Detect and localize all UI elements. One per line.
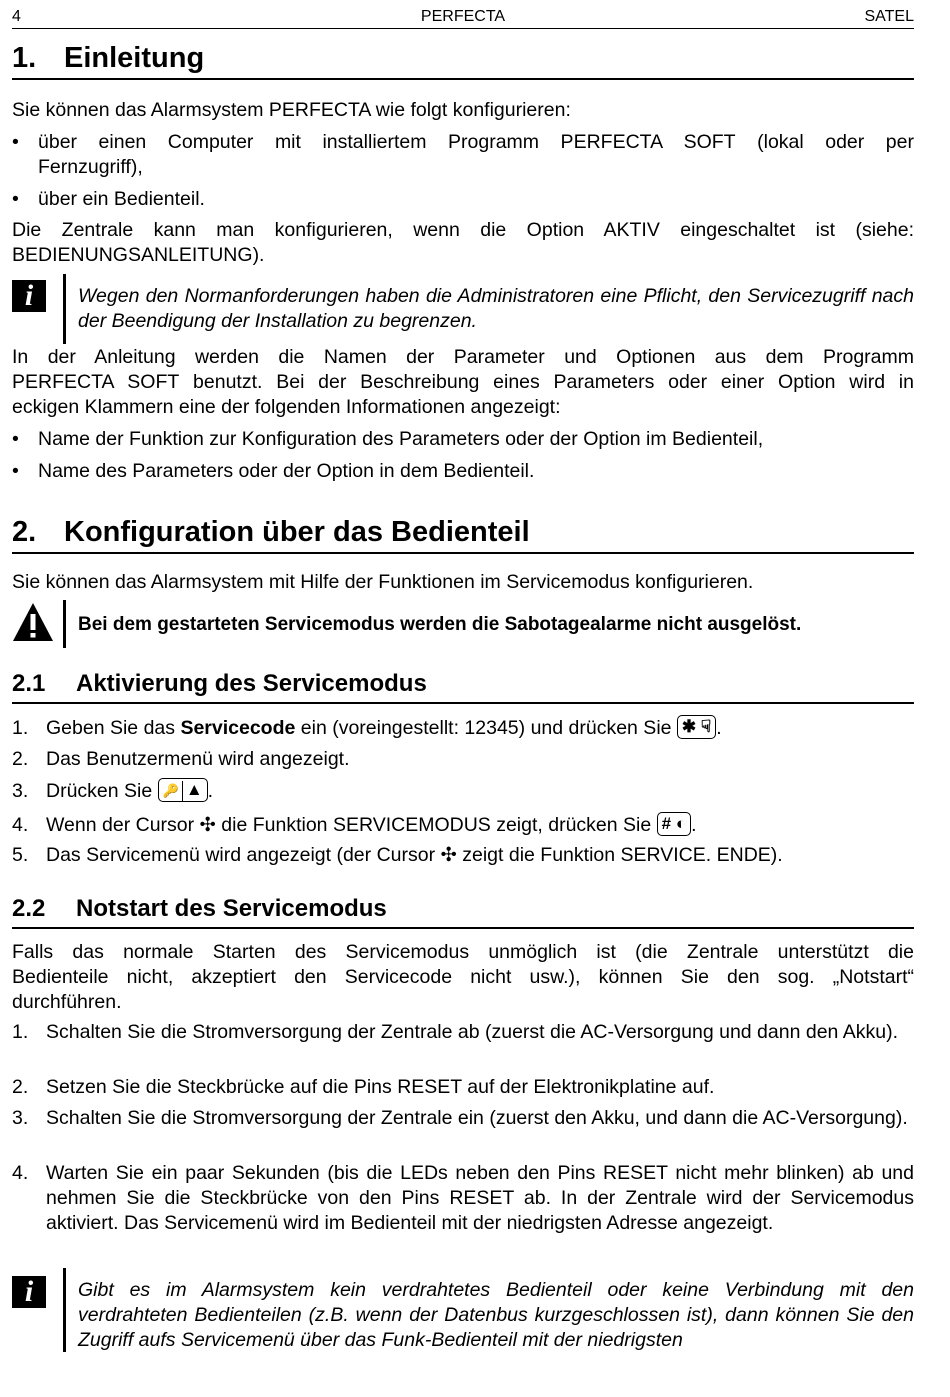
list-item-text: Name des Parameters oder der Option in dem Bedienteil.	[38, 460, 535, 482]
info-note	[12, 1268, 914, 1352]
step-number: 2.	[12, 1076, 29, 1098]
step-number: 5.	[12, 844, 29, 866]
text: eckigen Klammern eine der folgenden Informationen angezeigt:	[12, 396, 561, 418]
text: Geben Sie das	[46, 717, 181, 739]
header-product: PERFECTA	[420, 8, 506, 25]
text: B	[12, 244, 26, 266]
text: Bedienteile nicht, akzeptiert den Servicecode nicht usw.), können Sie den sog. „Notstart“	[12, 966, 914, 988]
bullet-marker: •	[12, 131, 19, 153]
text: ).	[770, 844, 783, 866]
text: ERVICEMODUS	[345, 814, 491, 836]
text: .	[207, 780, 214, 802]
text: durchführen.	[12, 991, 122, 1013]
section-title: Aktivierung des Servicemodus	[76, 670, 427, 697]
section-title: Notstart des Servicemodus	[76, 895, 387, 922]
list-item	[12, 813, 914, 838]
list-item	[12, 1106, 914, 1131]
page-number: 4	[12, 8, 21, 25]
step-number: 2.	[12, 748, 29, 770]
section-2-1-heading	[12, 670, 914, 704]
list-item	[12, 747, 914, 772]
list-item	[12, 1161, 914, 1236]
list-item	[12, 130, 914, 180]
warning-triangle-icon	[12, 602, 54, 642]
sec1-intro: Sie können das Alarmsystem PERFECTA wie folgt konfigurieren:	[12, 99, 571, 121]
warning-text: Bei dem gestarteten Servicemodus werden die Sabotagealarme nicht ausgelöst.	[78, 614, 802, 635]
text: EDIENUNGSANLEITUNG	[25, 244, 253, 266]
list-item-text: Name der Funktion zur Konfiguration des Parameters oder der Option im Bedienteil,	[38, 428, 764, 450]
list-item	[12, 779, 914, 804]
hash-key-icon: # ◐	[657, 812, 691, 836]
separator	[182, 781, 183, 801]
section-1-heading	[12, 42, 914, 80]
list-item	[12, 427, 914, 452]
sec2-intro: Sie können das Alarmsystem mit Hilfe der Funktionen im Servicemodus konfigurieren.	[12, 571, 754, 593]
text: ▲	[185, 780, 203, 800]
section-title: Konfiguration über das Bedienteil	[64, 516, 530, 548]
list-item	[12, 187, 914, 212]
list-item-text: Setzen Sie die Steckbrücke auf die Pins RESET auf der Elektronikplatine auf.	[46, 1076, 715, 1098]
sec1-option-paragraph	[12, 218, 914, 268]
info-icon: i	[12, 280, 46, 312]
text: (lokal oder per	[735, 131, 914, 153]
section-number: 1.	[12, 42, 37, 74]
text: Fernzugriff),	[38, 156, 143, 178]
list-item	[12, 1020, 914, 1045]
page-header	[12, 6, 914, 29]
section-title: Einleitung	[64, 42, 205, 74]
star-key-icon: ✱ ☟	[677, 715, 716, 739]
note-divider	[63, 274, 66, 344]
text: In der Anleitung werden die Namen der Parameter und Optionen aus dem Programm	[12, 346, 914, 368]
text: .	[691, 814, 697, 836]
text: benutzt. Bei der Beschreibung eines Parameters oder einer Option wird in	[179, 371, 914, 393]
list-item-text: Das Benutzermenü wird angezeigt.	[46, 748, 350, 770]
bullet-marker: •	[12, 428, 19, 450]
step-number: 1.	[12, 1021, 29, 1043]
section-2-2-heading	[12, 895, 914, 929]
text: OFT	[696, 131, 736, 153]
list-item-text: Schalten Sie die Stromversorgung der Zentrale ab (zuerst die AC-Versorgung und dann den Akku).	[46, 1021, 898, 1043]
note-divider	[63, 600, 66, 648]
text: .	[716, 717, 722, 739]
list-item	[12, 1075, 914, 1100]
arrow-up-key-icon	[158, 778, 208, 802]
text: zeigt, drücken Sie	[490, 814, 657, 836]
note-divider	[63, 1268, 66, 1352]
list-item	[12, 716, 914, 741]
text: Servicecode	[180, 717, 296, 739]
info-icon: i	[12, 1276, 46, 1308]
text: Falls das normale Starten des Servicemodus unmöglich ist (die Zentrale unterstützt die	[12, 941, 914, 963]
section-number: 2.	[12, 516, 37, 548]
warning-note	[12, 600, 914, 648]
list-item-text: über ein Bedienteil.	[38, 188, 205, 210]
step-number: 4.	[12, 1162, 29, 1184]
sec22-intro	[12, 940, 914, 1015]
text: PERFECTA S	[12, 371, 141, 393]
section-2-heading	[12, 516, 914, 554]
text: Die Zentrale kann man konfigurieren, wenn die Option A	[12, 219, 617, 241]
list-item	[12, 459, 914, 484]
text: Drücken Sie	[46, 780, 158, 802]
note-text: Wegen den Normanforderungen haben die Administratoren eine Pflicht, den Servicezugriff nach der Beendigung der Installation zu begrenzen.	[78, 285, 914, 332]
list-item-text: Schalten Sie die Stromversorgung der Zentrale ein (zuerst den Akku, und dann die AC-Versorgung).	[46, 1107, 908, 1129]
text: NDE	[729, 844, 771, 866]
list-item-text: Warten Sie ein paar Sekunden (bis die LEDs neben den Pins RESET nicht mehr blinken) ab und nehmen Sie die Steckbrücke von den Pins RESET ab. In der Zentrale wird der Servicemodus aktiviert. Das Servicemenü wird im Bedienteil mit der niedrigsten Adresse angezeigt.	[46, 1162, 914, 1234]
step-number: 4.	[12, 814, 29, 836]
bullet-marker: •	[12, 460, 19, 482]
sec1-parameter-paragraph	[12, 345, 914, 420]
step-number: 1.	[12, 717, 29, 739]
text: ).	[252, 244, 265, 266]
step-number: 3.	[12, 780, 29, 802]
text: OFT	[140, 371, 180, 393]
bullet-marker: •	[12, 188, 19, 210]
text: eingeschaltet ist (siehe:	[659, 219, 915, 241]
list-item	[12, 843, 914, 868]
text: Wenn der Cursor ✣ die Funktion S	[46, 814, 346, 836]
section-number: 2.1	[12, 670, 46, 697]
text: 🔑	[162, 783, 179, 799]
text: KTIV	[616, 219, 660, 241]
section-number: 2.2	[12, 895, 46, 922]
text: ERVICE	[633, 844, 706, 866]
text: über einen Computer mit installiertem Programm PERFECTA S	[38, 131, 697, 153]
info-note	[12, 274, 914, 344]
header-brand: SATEL	[864, 8, 914, 25]
text: Das Servicemenü wird angezeigt (der Cursor ✣ zeigt die Funktion S	[46, 844, 634, 866]
text: ein (voreingestellt: 12345) und drücken Sie	[295, 717, 677, 739]
text: . E	[705, 844, 730, 866]
note-text: Gibt es im Alarmsystem kein verdrahtetes Bedienteil oder keine Verbindung mit den verdrahteten Bedienteilen (z.B. wenn der Datenbus kurzgeschlossen ist), dann können Sie den Zugriff aufs Servicemenü über das Funk-Bedienteil mit der niedrigsten	[78, 1279, 914, 1351]
step-number: 3.	[12, 1107, 29, 1129]
